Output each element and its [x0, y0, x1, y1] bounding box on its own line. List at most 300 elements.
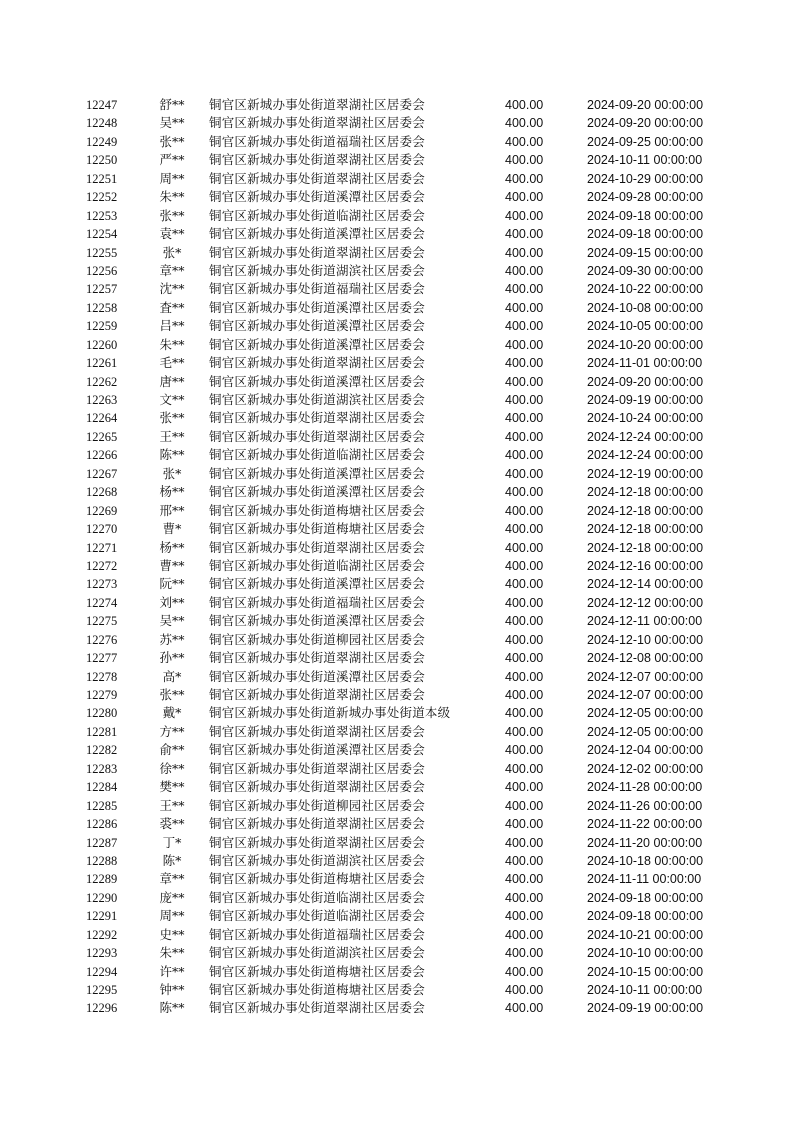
issue-date: 2024-10-29 00:00:00 — [587, 171, 704, 186]
recipient-name: 周** — [159, 908, 185, 924]
issue-date: 2024-12-07 00:00:00 — [587, 688, 704, 702]
organization: 铜官区新城办事处街道临湖社区居委会 — [209, 908, 425, 924]
table-row — [0, 133, 793, 151]
table-row — [0, 244, 793, 262]
organization: 铜官区新城办事处街道溪潭社区居委会 — [209, 465, 425, 481]
recipient-name: 陈** — [159, 1000, 185, 1016]
amount: 400.00 — [505, 872, 544, 887]
organization: 铜官区新城办事处街道溪潭社区居委会 — [209, 373, 425, 389]
organization: 铜官区新城办事处街道翠湖社区居委会 — [209, 170, 425, 186]
record-id: 12280 — [86, 706, 118, 721]
record-id: 12266 — [86, 448, 118, 463]
record-id: 12289 — [86, 872, 118, 887]
record-id: 12248 — [86, 116, 118, 131]
issue-date: 2024-12-08 00:00:00 — [587, 651, 704, 666]
table-row — [0, 207, 793, 225]
organization: 铜官区新城办事处街道临湖社区居委会 — [209, 889, 425, 905]
issue-date: 2024-12-14 00:00:00 — [587, 577, 704, 592]
amount: 400.00 — [505, 946, 544, 961]
organization: 铜官区新城办事处街道翠湖社区居委会 — [209, 115, 425, 131]
issue-date: 2024-12-19 00:00:00 — [587, 466, 704, 481]
amount: 400.00 — [505, 466, 544, 481]
record-id: 12264 — [86, 411, 118, 426]
issue-date: 2024-09-18 00:00:00 — [587, 208, 704, 223]
table-row — [0, 170, 793, 188]
organization: 铜官区新城办事处街道梅塘社区居委会 — [209, 521, 425, 537]
recipient-name: 査** — [159, 299, 185, 315]
recipient-name: 朱** — [159, 945, 185, 961]
record-id: 12286 — [86, 817, 118, 832]
record-id: 12262 — [86, 374, 118, 389]
record-id: 12258 — [86, 300, 118, 315]
amount: 400.00 — [505, 356, 544, 371]
table-row — [0, 409, 793, 427]
record-id: 12285 — [86, 798, 118, 813]
issue-date: 2024-09-28 00:00:00 — [587, 190, 704, 205]
recipient-name: 杨** — [159, 484, 185, 500]
recipient-name: 俞** — [159, 742, 185, 758]
recipient-name: 吴** — [159, 613, 185, 629]
issue-date: 2024-12-18 00:00:00 — [587, 540, 704, 555]
amount: 400.00 — [505, 485, 544, 500]
recipient-name: 毛** — [159, 355, 185, 371]
record-id: 12254 — [86, 227, 118, 242]
recipient-name: 阮** — [159, 576, 185, 592]
amount: 400.00 — [505, 98, 544, 112]
amount: 400.00 — [505, 190, 544, 205]
organization: 铜官区新城办事处街道湖滨社区居委会 — [209, 392, 425, 407]
amount: 400.00 — [505, 817, 544, 832]
recipient-name: 王** — [159, 797, 185, 813]
table-row — [0, 520, 793, 538]
record-id: 12277 — [86, 651, 118, 666]
table-row — [0, 317, 793, 335]
organization: 铜官区新城办事处街道溪潭社区居委会 — [209, 318, 425, 334]
table-row — [0, 502, 793, 520]
issue-date: 2024-11-22 00:00:00 — [587, 817, 703, 832]
record-id: 12287 — [86, 835, 118, 850]
record-id: 12252 — [86, 190, 118, 205]
issue-date: 2024-09-20 00:00:00 — [587, 116, 704, 131]
record-id: 12272 — [86, 558, 118, 573]
amount: 400.00 — [505, 263, 544, 278]
recipient-name: 王** — [159, 428, 185, 444]
issue-date: 2024-09-18 00:00:00 — [587, 909, 704, 924]
table-row — [0, 336, 793, 354]
issue-date: 2024-12-18 00:00:00 — [587, 485, 704, 500]
recipient-name: 唐** — [159, 373, 185, 389]
issue-date: 2024-09-19 00:00:00 — [587, 393, 704, 407]
recipient-name: 张** — [159, 207, 185, 223]
amount: 400.00 — [505, 227, 544, 242]
table-row — [0, 96, 793, 114]
organization: 铜官区新城办事处街道翠湖社区居委会 — [209, 650, 425, 666]
issue-date: 2024-09-19 00:00:00 — [587, 1001, 704, 1016]
recipient-name: 邢** — [159, 502, 185, 518]
record-id: 12290 — [86, 890, 118, 905]
record-id: 12261 — [86, 356, 118, 371]
organization: 铜官区新城办事处街道翠湖社区居委会 — [209, 760, 425, 776]
amount: 400.00 — [505, 522, 544, 537]
recipient-name: 张** — [159, 687, 185, 702]
recipient-name: 文** — [159, 392, 185, 407]
organization: 铜官区新城办事处街道梅塘社区居委会 — [209, 982, 425, 997]
organization: 铜官区新城办事处街道梅塘社区居委会 — [209, 871, 425, 887]
amount: 400.00 — [505, 337, 544, 352]
amount: 400.00 — [505, 761, 544, 776]
record-id: 12267 — [86, 466, 118, 481]
recipient-name: 史** — [159, 926, 185, 942]
organization: 铜官区新城办事处街道溪潭社区居委会 — [209, 336, 425, 352]
amount: 400.00 — [505, 1001, 544, 1016]
record-id: 12291 — [86, 909, 118, 924]
amount: 400.00 — [505, 411, 544, 426]
amount: 400.00 — [505, 909, 544, 924]
table-row — [0, 704, 793, 722]
issue-date: 2024-12-24 00:00:00 — [587, 448, 704, 463]
recipient-name: 陈** — [159, 447, 185, 463]
issue-date: 2024-12-05 00:00:00 — [587, 724, 704, 739]
issue-date: 2024-12-11 00:00:00 — [587, 614, 703, 629]
recipient-name: 杨** — [159, 539, 185, 555]
amount: 400.00 — [505, 448, 544, 463]
table-row — [0, 649, 793, 667]
issue-date: 2024-10-15 00:00:00 — [587, 964, 704, 979]
record-id: 12276 — [86, 632, 118, 647]
recipient-name: 严** — [159, 152, 185, 168]
issue-date: 2024-11-01 00:00:00 — [587, 356, 703, 371]
amount: 400.00 — [505, 964, 544, 979]
organization: 铜官区新城办事处街道溪潭社区居委会 — [209, 484, 425, 500]
amount: 400.00 — [505, 300, 544, 315]
issue-date: 2024-09-18 00:00:00 — [587, 227, 704, 242]
recipient-name: 裘** — [159, 816, 185, 832]
recipient-name: 樊** — [159, 779, 185, 795]
amount: 400.00 — [505, 393, 544, 407]
issue-date: 2024-09-25 00:00:00 — [587, 134, 704, 149]
table-row — [0, 631, 793, 649]
recipient-name: 吕** — [159, 318, 185, 334]
table-row — [0, 373, 793, 391]
table-row — [0, 760, 793, 778]
recipient-name: 刘** — [159, 594, 185, 610]
record-id: 12268 — [86, 485, 118, 500]
table-row — [0, 262, 793, 280]
recipient-name: 庞** — [159, 889, 185, 905]
organization: 铜官区新城办事处街道梅塘社区居委会 — [209, 963, 425, 979]
amount: 400.00 — [505, 780, 544, 795]
issue-date: 2024-12-12 00:00:00 — [587, 595, 704, 610]
issue-date: 2024-10-05 00:00:00 — [587, 319, 704, 334]
organization: 铜官区新城办事处街道柳园社区居委会 — [209, 797, 425, 813]
table-row — [0, 907, 793, 925]
organization: 铜官区新城办事处街道翠湖社区居委会 — [209, 244, 425, 260]
issue-date: 2024-09-18 00:00:00 — [587, 890, 704, 905]
recipient-name: 张** — [159, 133, 185, 149]
recipient-name: 丁* — [162, 834, 182, 850]
organization: 铜官区新城办事处街道临湖社区居委会 — [209, 447, 425, 463]
recipient-name: 章** — [159, 871, 185, 887]
amount: 400.00 — [505, 171, 544, 186]
amount: 400.00 — [505, 374, 544, 389]
recipient-name: 朱** — [159, 336, 185, 352]
issue-date: 2024-12-02 00:00:00 — [587, 761, 704, 776]
organization: 铜官区新城办事处街道柳园社区居委会 — [209, 631, 425, 647]
issue-date: 2024-09-15 00:00:00 — [587, 245, 704, 260]
amount: 400.00 — [505, 632, 544, 647]
table-row — [0, 926, 793, 944]
organization: 铜官区新城办事处街道福瑞社区居委会 — [209, 926, 425, 942]
table-row — [0, 594, 793, 612]
record-id: 12288 — [86, 853, 118, 868]
table-row — [0, 889, 793, 907]
recipient-name: 高* — [162, 668, 182, 684]
organization: 铜官区新城办事处街道溪潭社区居委会 — [209, 189, 425, 205]
organization: 铜官区新城办事处街道临湖社区居委会 — [209, 557, 425, 573]
issue-date: 2024-12-24 00:00:00 — [587, 429, 704, 444]
record-id: 12253 — [86, 208, 118, 223]
table-row — [0, 539, 793, 557]
record-id: 12257 — [86, 282, 118, 297]
table-row — [0, 741, 793, 759]
record-id: 12273 — [86, 577, 118, 592]
issue-date: 2024-10-11 00:00:00 — [587, 153, 703, 168]
table-row — [0, 280, 793, 298]
table-row — [0, 852, 793, 870]
table-row — [0, 999, 793, 1017]
recipient-name: 苏** — [159, 631, 185, 647]
amount: 400.00 — [505, 724, 544, 739]
amount: 400.00 — [505, 688, 544, 702]
record-id: 12260 — [86, 337, 118, 352]
issue-date: 2024-11-28 00:00:00 — [587, 780, 703, 795]
table-row — [0, 834, 793, 852]
record-id: 12249 — [86, 134, 118, 149]
recipient-name: 孙** — [159, 650, 185, 666]
table-row — [0, 428, 793, 446]
record-id: 12256 — [86, 263, 118, 278]
recipient-name: 张* — [162, 244, 182, 260]
recipient-name: 陈* — [162, 852, 182, 868]
organization: 铜官区新城办事处街道翠湖社区居委会 — [209, 687, 425, 702]
organization: 铜官区新城办事处街道溪潭社区居委会 — [209, 299, 425, 315]
record-id: 12294 — [86, 964, 118, 979]
recipient-name: 章** — [159, 262, 185, 278]
issue-date: 2024-12-04 00:00:00 — [587, 743, 704, 758]
recipient-name: 吴** — [159, 115, 185, 131]
record-id: 12292 — [86, 927, 118, 942]
organization: 铜官区新城办事处街道翠湖社区居委会 — [209, 834, 425, 850]
amount: 400.00 — [505, 153, 544, 168]
issue-date: 2024-09-30 00:00:00 — [587, 263, 704, 278]
amount: 400.00 — [505, 577, 544, 592]
amount: 400.00 — [505, 743, 544, 758]
recipient-name: 沈** — [159, 281, 185, 297]
record-id: 12271 — [86, 540, 118, 555]
organization: 铜官区新城办事处街道翠湖社区居委会 — [209, 723, 425, 739]
record-id: 12279 — [86, 688, 118, 702]
organization: 铜官区新城办事处街道溪潭社区居委会 — [209, 576, 425, 592]
table-row — [0, 446, 793, 464]
table-row — [0, 225, 793, 243]
table-row — [0, 299, 793, 317]
issue-date: 2024-12-10 00:00:00 — [587, 632, 704, 647]
amount: 400.00 — [505, 669, 544, 684]
recipient-name: 曹** — [159, 557, 185, 573]
record-id: 12275 — [86, 614, 118, 629]
record-id: 12281 — [86, 724, 118, 739]
organization: 铜官区新城办事处街道溪潭社区居委会 — [209, 226, 425, 242]
record-id: 12251 — [86, 171, 118, 186]
recipient-name: 朱** — [159, 189, 185, 205]
table-row — [0, 575, 793, 593]
issue-date: 2024-10-10 00:00:00 — [587, 946, 704, 961]
table-row — [0, 686, 793, 704]
organization: 铜官区新城办事处街道临湖社区居委会 — [209, 207, 425, 223]
record-id: 12274 — [86, 595, 118, 610]
record-id: 12284 — [86, 780, 118, 795]
issue-date: 2024-10-11 00:00:00 — [587, 983, 703, 997]
organization: 铜官区新城办事处街道翠湖社区居委会 — [209, 428, 425, 444]
record-id: 12282 — [86, 743, 118, 758]
amount: 400.00 — [505, 835, 544, 850]
table-row — [0, 557, 793, 575]
record-id: 12247 — [86, 98, 118, 112]
record-id: 12283 — [86, 761, 118, 776]
issue-date: 2024-11-26 00:00:00 — [587, 798, 703, 813]
organization: 铜官区新城办事处街道溪潭社区居委会 — [209, 613, 425, 629]
organization: 铜官区新城办事处街道福瑞社区居委会 — [209, 281, 425, 297]
issue-date: 2024-10-18 00:00:00 — [587, 853, 704, 868]
recipient-name: 舒** — [159, 97, 185, 112]
issue-date: 2024-11-11 00:00:00 — [587, 872, 702, 887]
table-row — [0, 391, 793, 409]
recipient-name: 方** — [159, 723, 185, 739]
amount: 400.00 — [505, 853, 544, 868]
amount: 400.00 — [505, 116, 544, 131]
amount: 400.00 — [505, 706, 544, 721]
table-row — [0, 870, 793, 888]
amount: 400.00 — [505, 540, 544, 555]
recipient-name: 戴* — [162, 705, 182, 721]
record-id: 12295 — [86, 983, 118, 997]
amount: 400.00 — [505, 651, 544, 666]
record-id: 12250 — [86, 153, 118, 168]
amount: 400.00 — [505, 595, 544, 610]
record-id: 12269 — [86, 503, 118, 518]
organization: 铜官区新城办事处街道福瑞社区居委会 — [209, 594, 425, 610]
table-row — [0, 483, 793, 501]
amount: 400.00 — [505, 983, 544, 997]
amount: 400.00 — [505, 798, 544, 813]
issue-date: 2024-10-21 00:00:00 — [587, 927, 704, 942]
issue-date: 2024-10-22 00:00:00 — [587, 282, 704, 297]
issue-date: 2024-12-07 00:00:00 — [587, 669, 704, 684]
table-row — [0, 778, 793, 796]
record-id: 12270 — [86, 522, 118, 537]
issue-date: 2024-09-20 00:00:00 — [587, 374, 704, 389]
amount: 400.00 — [505, 319, 544, 334]
issue-date: 2024-12-16 00:00:00 — [587, 558, 704, 573]
recipient-name: 张** — [159, 410, 185, 426]
record-id: 12278 — [86, 669, 118, 684]
recipient-name: 袁** — [159, 226, 185, 242]
issue-date: 2024-12-05 00:00:00 — [587, 706, 704, 721]
organization: 铜官区新城办事处街道湖滨社区居委会 — [209, 945, 425, 961]
issue-date: 2024-12-18 00:00:00 — [587, 522, 704, 537]
organization: 铜官区新城办事处街道福瑞社区居委会 — [209, 133, 425, 149]
issue-date: 2024-12-18 00:00:00 — [587, 503, 704, 518]
issue-date: 2024-10-24 00:00:00 — [587, 411, 704, 426]
table-row — [0, 114, 793, 132]
amount: 400.00 — [505, 614, 544, 629]
organization: 铜官区新城办事处街道翠湖社区居委会 — [209, 816, 425, 832]
organization: 铜官区新城办事处街道翠湖社区居委会 — [209, 97, 425, 112]
table-row — [0, 465, 793, 483]
organization: 铜官区新城办事处街道翠湖社区居委会 — [209, 779, 425, 795]
organization: 铜官区新城办事处街道翠湖社区居委会 — [209, 355, 425, 371]
table-row — [0, 981, 793, 999]
amount: 400.00 — [505, 429, 544, 444]
records-list — [0, 96, 793, 1018]
table-row — [0, 723, 793, 741]
amount: 400.00 — [505, 503, 544, 518]
table-row — [0, 815, 793, 833]
recipient-name: 曹* — [162, 521, 182, 537]
organization: 铜官区新城办事处街道溪潭社区居委会 — [209, 668, 425, 684]
table-row — [0, 188, 793, 206]
organization: 铜官区新城办事处街道梅塘社区居委会 — [209, 502, 425, 518]
organization: 铜官区新城办事处街道新城办事处街道本级 — [209, 705, 451, 721]
table-row — [0, 668, 793, 686]
table-row — [0, 963, 793, 981]
recipient-name: 周** — [159, 170, 185, 186]
amount: 400.00 — [505, 927, 544, 942]
record-id: 12265 — [86, 429, 118, 444]
record-id: 12293 — [86, 946, 118, 961]
recipient-name: 徐** — [159, 760, 185, 776]
amount: 400.00 — [505, 282, 544, 297]
organization: 铜官区新城办事处街道翠湖社区居委会 — [209, 152, 425, 168]
table-row — [0, 612, 793, 630]
record-id: 12259 — [86, 319, 118, 334]
amount: 400.00 — [505, 134, 544, 149]
record-id: 12263 — [86, 393, 118, 407]
amount: 400.00 — [505, 245, 544, 260]
issue-date: 2024-09-20 00:00:00 — [587, 98, 704, 112]
table-row — [0, 151, 793, 169]
recipient-name: 许** — [159, 963, 185, 979]
record-id: 12255 — [86, 245, 118, 260]
recipient-name: 钟** — [159, 982, 185, 997]
organization: 铜官区新城办事处街道湖滨社区居委会 — [209, 852, 425, 868]
organization: 铜官区新城办事处街道溪潭社区居委会 — [209, 742, 425, 758]
amount: 400.00 — [505, 208, 544, 223]
issue-date: 2024-10-08 00:00:00 — [587, 300, 704, 315]
record-id: 12296 — [86, 1001, 118, 1016]
table-row — [0, 797, 793, 815]
organization: 铜官区新城办事处街道湖滨社区居委会 — [209, 262, 425, 278]
organization: 铜官区新城办事处街道翠湖社区居委会 — [209, 539, 425, 555]
table-row — [0, 944, 793, 962]
issue-date: 2024-10-20 00:00:00 — [587, 337, 704, 352]
amount: 400.00 — [505, 558, 544, 573]
amount: 400.00 — [505, 890, 544, 905]
organization: 铜官区新城办事处街道翠湖社区居委会 — [209, 410, 425, 426]
organization: 铜官区新城办事处街道翠湖社区居委会 — [209, 1000, 425, 1016]
recipient-name: 张* — [162, 465, 182, 481]
issue-date: 2024-11-20 00:00:00 — [587, 835, 703, 850]
